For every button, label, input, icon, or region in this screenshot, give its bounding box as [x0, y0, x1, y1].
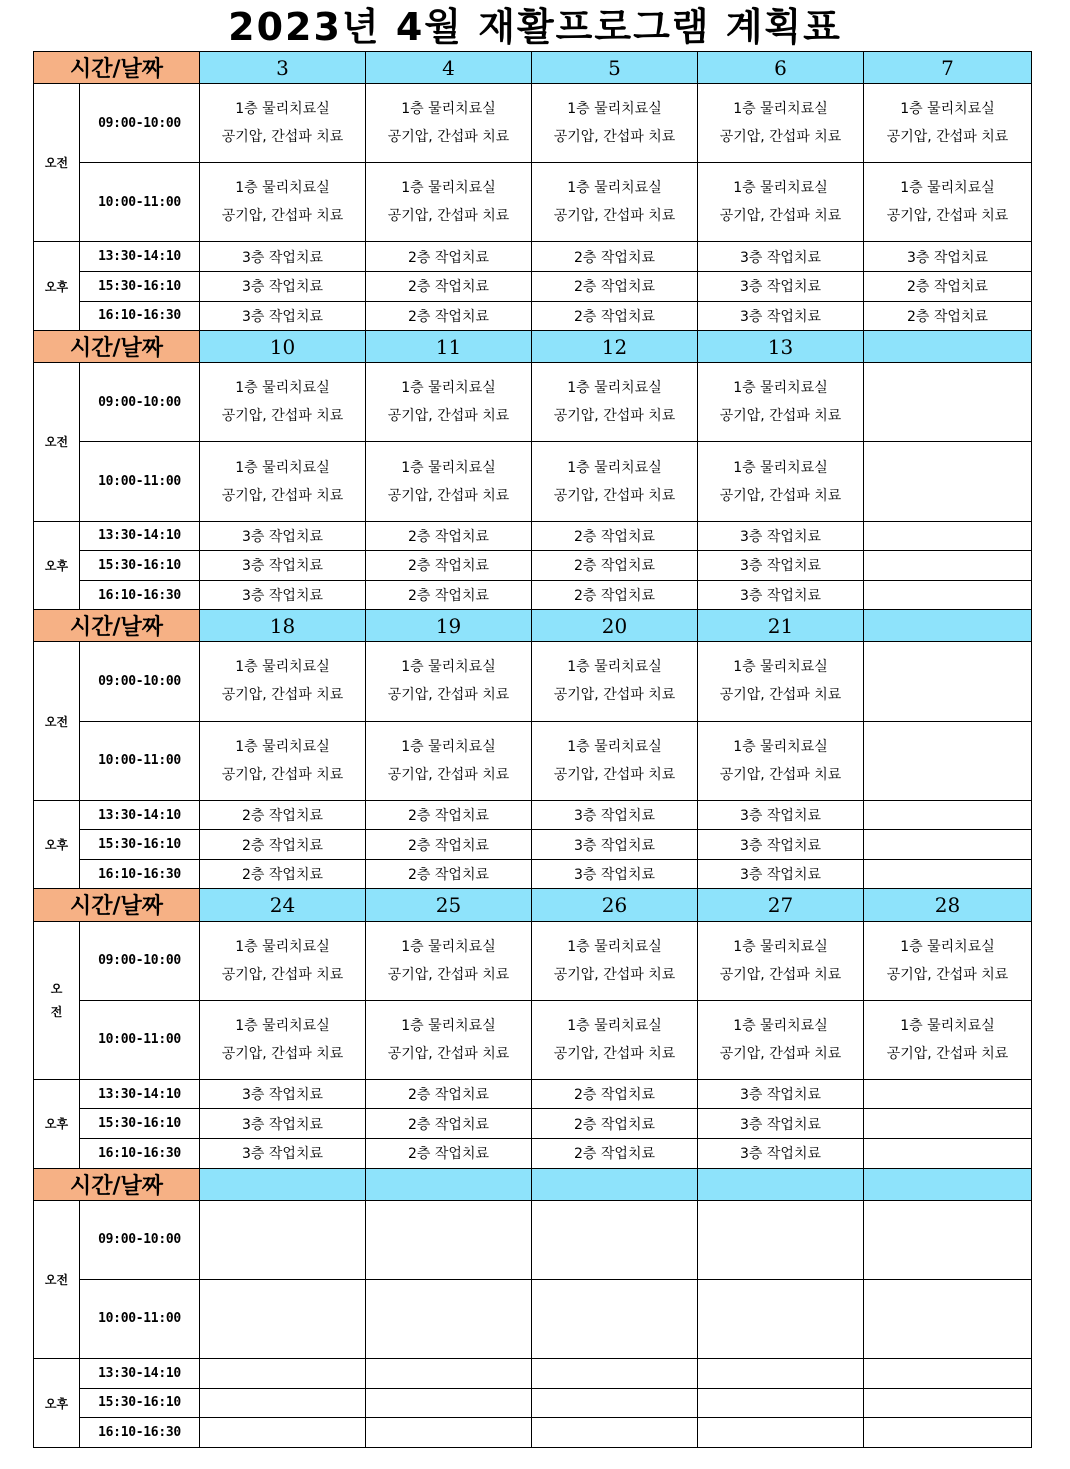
cell-location: 1층 물리치료실 — [733, 459, 828, 476]
schedule-cell: 2층 작업치료 — [366, 800, 532, 830]
schedule-cell: 3층 작업치료 — [200, 521, 366, 551]
cell-treatment: 공기압, 간섭파 치료 — [719, 1045, 842, 1062]
schedule-cell — [864, 921, 1032, 1000]
date-header: 21 — [698, 610, 864, 642]
time-slot: 16:10-16:30 — [80, 301, 200, 331]
am-slot-row — [34, 442, 1032, 521]
schedule-cell — [864, 830, 1032, 860]
cell-treatment: 공기압, 간섭파 치료 — [553, 966, 676, 983]
am-slot-row — [34, 642, 1032, 721]
schedule-cell — [366, 1388, 532, 1418]
date-header: 28 — [864, 889, 1032, 921]
schedule-cell: 2층 작업치료 — [366, 242, 532, 272]
cell-location: 1층 물리치료실 — [401, 101, 496, 118]
schedule-cell — [864, 1359, 1032, 1389]
time-slot: 09:00-10:00 — [80, 1200, 200, 1279]
cell-location: 1층 물리치료실 — [235, 659, 330, 676]
schedule-cell: 3층 작업치료 — [698, 800, 864, 830]
schedule-cell: 2층 작업치료 — [532, 551, 698, 581]
schedule-cell: 2층 작업치료 — [366, 1109, 532, 1139]
schedule-cell — [366, 642, 532, 721]
am-slot-row — [34, 1279, 1032, 1358]
schedule-cell — [532, 721, 698, 800]
schedule-cell — [698, 721, 864, 800]
pm-slot-row — [34, 1388, 1032, 1418]
pm-slot-row — [34, 521, 1032, 551]
cell-treatment: 공기압, 간섭파 치료 — [719, 966, 842, 983]
schedule-cell — [698, 442, 864, 521]
cell-treatment: 공기압, 간섭파 치료 — [719, 408, 842, 425]
time-slot: 13:30-14:10 — [80, 242, 200, 272]
schedule-cell — [532, 1200, 698, 1279]
cell-treatment: 공기압, 간섭파 치료 — [221, 208, 344, 225]
pm-slot-row — [34, 1359, 1032, 1389]
cell-location: 1층 물리치료실 — [733, 180, 828, 197]
schedule-cell — [864, 580, 1032, 610]
date-header: 26 — [532, 889, 698, 921]
cell-treatment: 공기압, 간섭파 치료 — [221, 129, 344, 146]
schedule-cell: 3층 작업치료 — [698, 1109, 864, 1139]
schedule-cell — [366, 442, 532, 521]
time-slot: 15:30-16:10 — [80, 551, 200, 581]
schedule-cell: 3층 작업치료 — [200, 551, 366, 581]
date-header: 6 — [698, 52, 864, 84]
time-slot: 10:00-11:00 — [80, 442, 200, 521]
schedule-cell — [864, 800, 1032, 830]
cell-location: 1층 물리치료실 — [235, 180, 330, 197]
schedule-cell — [200, 1418, 366, 1448]
schedule-cell: 3층 작업치료 — [200, 301, 366, 331]
time-date-label: 시간/날짜 — [34, 610, 200, 642]
period-am: 오전 — [34, 1200, 80, 1358]
schedule-cell: 3층 작업치료 — [698, 1079, 864, 1109]
schedule-cell — [200, 642, 366, 721]
schedule-cell — [366, 921, 532, 1000]
am-slot-row — [34, 921, 1032, 1000]
schedule-cell — [698, 1418, 864, 1448]
schedule-cell — [200, 1359, 366, 1389]
schedule-cell: 2층 작업치료 — [366, 830, 532, 860]
schedule-cell: 3층 작업치료 — [698, 301, 864, 331]
schedule-cell — [200, 921, 366, 1000]
am-slot-row — [34, 1000, 1032, 1079]
week-header-row — [34, 610, 1032, 642]
schedule-cell — [532, 84, 698, 163]
schedule-cell: 3층 작업치료 — [698, 551, 864, 581]
cell-location: 1층 물리치료실 — [733, 938, 828, 955]
cell-treatment: 공기압, 간섭파 치료 — [553, 1045, 676, 1062]
schedule-cell: 3층 작업치료 — [698, 1139, 864, 1169]
cell-location: 1층 물리치료실 — [567, 101, 662, 118]
schedule-cell: 2층 작업치료 — [532, 1109, 698, 1139]
time-slot: 15:30-16:10 — [80, 1109, 200, 1139]
schedule-cell — [532, 1279, 698, 1358]
cell-location: 1층 물리치료실 — [567, 180, 662, 197]
time-slot: 16:10-16:30 — [80, 1418, 200, 1448]
pm-slot-row — [34, 580, 1032, 610]
cell-treatment: 공기압, 간섭파 치료 — [886, 1045, 1009, 1062]
schedule-cell — [366, 1000, 532, 1079]
schedule-cell — [366, 1418, 532, 1448]
schedule-cell: 2층 작업치료 — [366, 1079, 532, 1109]
cell-treatment: 공기압, 간섭파 치료 — [387, 1045, 510, 1062]
time-date-label: 시간/날짜 — [34, 1168, 200, 1200]
schedule-cell: 2층 작업치료 — [532, 580, 698, 610]
schedule-cell: 2층 작업치료 — [366, 859, 532, 889]
schedule-cell — [698, 1279, 864, 1358]
period-pm: 오후 — [34, 521, 80, 610]
period-pm: 오후 — [34, 1079, 80, 1168]
am-slot-row — [34, 163, 1032, 242]
schedule-cell — [864, 642, 1032, 721]
pm-slot-row — [34, 830, 1032, 860]
cell-treatment: 공기압, 간섭파 치료 — [719, 766, 842, 783]
cell-treatment: 공기압, 간섭파 치료 — [387, 408, 510, 425]
time-slot: 10:00-11:00 — [80, 1000, 200, 1079]
schedule-cell — [864, 163, 1032, 242]
cell-location: 1층 물리치료실 — [900, 1017, 995, 1034]
schedule-cell — [532, 1418, 698, 1448]
schedule-cell — [532, 921, 698, 1000]
cell-location: 1층 물리치료실 — [567, 1017, 662, 1034]
time-slot: 16:10-16:30 — [80, 1139, 200, 1169]
cell-location: 1층 물리치료실 — [235, 380, 330, 397]
week-header-row — [34, 889, 1032, 921]
am-slot-row — [34, 363, 1032, 442]
date-header — [864, 1168, 1032, 1200]
cell-location: 1층 물리치료실 — [401, 738, 496, 755]
schedule-cell: 3층 작업치료 — [200, 242, 366, 272]
pm-slot-row — [34, 1079, 1032, 1109]
schedule-cell: 2층 작업치료 — [200, 830, 366, 860]
schedule-cell — [532, 163, 698, 242]
date-header: 25 — [366, 889, 532, 921]
schedule-cell — [864, 1279, 1032, 1358]
schedule-cell — [532, 1000, 698, 1079]
cell-location: 1층 물리치료실 — [401, 459, 496, 476]
schedule-cell — [532, 363, 698, 442]
pm-slot-row — [34, 1139, 1032, 1169]
time-date-label: 시간/날짜 — [34, 889, 200, 921]
time-slot: 09:00-10:00 — [80, 921, 200, 1000]
schedule-cell — [532, 642, 698, 721]
am-slot-row — [34, 1200, 1032, 1279]
schedule-cell — [864, 1139, 1032, 1169]
date-header — [864, 610, 1032, 642]
schedule-cell — [698, 1388, 864, 1418]
cell-location: 1층 물리치료실 — [733, 659, 828, 676]
schedule-cell — [200, 721, 366, 800]
time-slot: 16:10-16:30 — [80, 859, 200, 889]
time-slot: 15:30-16:10 — [80, 272, 200, 302]
schedule-cell: 3층 작업치료 — [532, 830, 698, 860]
date-header: 11 — [366, 331, 532, 363]
cell-location: 1층 물리치료실 — [733, 1017, 828, 1034]
date-header: 13 — [698, 331, 864, 363]
schedule-cell: 3층 작업치료 — [698, 242, 864, 272]
time-slot: 13:30-14:10 — [80, 1079, 200, 1109]
cell-treatment: 공기압, 간섭파 치료 — [553, 687, 676, 704]
date-header: 19 — [366, 610, 532, 642]
cell-treatment: 공기압, 간섭파 치료 — [719, 487, 842, 504]
date-header: 4 — [366, 52, 532, 84]
date-header: 12 — [532, 331, 698, 363]
cell-location: 1층 물리치료실 — [733, 738, 828, 755]
schedule-cell — [200, 363, 366, 442]
date-header: 20 — [532, 610, 698, 642]
cell-location: 1층 물리치료실 — [401, 180, 496, 197]
schedule-cell — [864, 1418, 1032, 1448]
cell-treatment: 공기압, 간섭파 치료 — [553, 129, 676, 146]
time-slot: 10:00-11:00 — [80, 721, 200, 800]
schedule-cell — [864, 363, 1032, 442]
cell-treatment: 공기압, 간섭파 치료 — [719, 208, 842, 225]
schedule-cell — [864, 521, 1032, 551]
period-am: 오전 — [34, 84, 80, 242]
pm-slot-row — [34, 1418, 1032, 1448]
cell-treatment: 공기압, 간섭파 치료 — [553, 408, 676, 425]
cell-location: 1층 물리치료실 — [567, 459, 662, 476]
schedule-cell — [864, 1388, 1032, 1418]
cell-treatment: 공기압, 간섭파 치료 — [553, 208, 676, 225]
schedule-cell — [698, 642, 864, 721]
schedule-cell — [200, 84, 366, 163]
pm-slot-row — [34, 800, 1032, 830]
schedule-cell: 3층 작업치료 — [200, 1079, 366, 1109]
period-am-char: 전 — [50, 1005, 63, 1020]
cell-treatment: 공기압, 간섭파 치료 — [387, 766, 510, 783]
week-header-row — [34, 331, 1032, 363]
cell-location: 1층 물리치료실 — [401, 380, 496, 397]
schedule-cell: 2층 작업치료 — [532, 242, 698, 272]
schedule-cell — [366, 84, 532, 163]
schedule-cell: 2층 작업치료 — [864, 272, 1032, 302]
cell-location: 1층 물리치료실 — [567, 938, 662, 955]
cell-location: 1층 물리치료실 — [900, 101, 995, 118]
schedule-cell — [532, 442, 698, 521]
schedule-cell: 2층 작업치료 — [366, 272, 532, 302]
time-slot: 16:10-16:30 — [80, 580, 200, 610]
schedule-cell: 2층 작업치료 — [200, 800, 366, 830]
schedule-cell — [532, 1359, 698, 1389]
period-am — [34, 921, 80, 1079]
schedule-cell: 3층 작업치료 — [698, 521, 864, 551]
cell-treatment: 공기압, 간섭파 치료 — [719, 129, 842, 146]
schedule-cell: 3층 작업치료 — [532, 800, 698, 830]
date-header: 27 — [698, 889, 864, 921]
week-header-row — [34, 1168, 1032, 1200]
schedule-cell: 3층 작업치료 — [200, 1139, 366, 1169]
time-slot: 09:00-10:00 — [80, 363, 200, 442]
cell-location: 1층 물리치료실 — [401, 659, 496, 676]
date-header: 3 — [200, 52, 366, 84]
schedule-cell: 2층 작업치료 — [366, 301, 532, 331]
cell-treatment: 공기압, 간섭파 치료 — [886, 966, 1009, 983]
schedule-cell: 3층 작업치료 — [200, 1109, 366, 1139]
schedule-cell — [864, 1200, 1032, 1279]
cell-treatment: 공기압, 간섭파 치료 — [221, 487, 344, 504]
time-slot: 15:30-16:10 — [80, 1388, 200, 1418]
date-header: 7 — [864, 52, 1032, 84]
date-header: 18 — [200, 610, 366, 642]
date-header — [200, 1168, 366, 1200]
cell-treatment: 공기압, 간섭파 치료 — [221, 408, 344, 425]
pm-slot-row — [34, 301, 1032, 331]
schedule-cell — [698, 363, 864, 442]
schedule-body — [34, 52, 1032, 1448]
period-am: 오전 — [34, 363, 80, 521]
time-slot: 15:30-16:10 — [80, 830, 200, 860]
schedule-cell — [698, 163, 864, 242]
cell-treatment: 공기압, 간섭파 치료 — [886, 129, 1009, 146]
schedule-cell: 2층 작업치료 — [532, 301, 698, 331]
am-slot-row — [34, 721, 1032, 800]
schedule-cell — [366, 721, 532, 800]
period-am-char: 오 — [50, 982, 63, 997]
cell-treatment: 공기압, 간섭파 치료 — [387, 129, 510, 146]
schedule-cell — [864, 1079, 1032, 1109]
cell-treatment: 공기압, 간섭파 치료 — [387, 687, 510, 704]
date-header — [366, 1168, 532, 1200]
date-header: 24 — [200, 889, 366, 921]
pm-slot-row — [34, 242, 1032, 272]
cell-location: 1층 물리치료실 — [235, 1017, 330, 1034]
pm-slot-row — [34, 1109, 1032, 1139]
period-pm: 오후 — [34, 242, 80, 331]
cell-location: 1층 물리치료실 — [401, 938, 496, 955]
schedule-cell — [698, 1359, 864, 1389]
cell-location: 1층 물리치료실 — [235, 738, 330, 755]
cell-treatment: 공기압, 간섭파 치료 — [221, 966, 344, 983]
schedule-cell — [698, 1200, 864, 1279]
schedule-cell: 2층 작업치료 — [366, 551, 532, 581]
schedule-cell — [698, 84, 864, 163]
cell-location: 1층 물리치료실 — [235, 459, 330, 476]
cell-location: 1층 물리치료실 — [567, 659, 662, 676]
schedule-cell: 2층 작업치료 — [532, 521, 698, 551]
cell-treatment: 공기압, 간섭파 치료 — [387, 487, 510, 504]
date-header — [532, 1168, 698, 1200]
cell-location: 1층 물리치료실 — [567, 738, 662, 755]
schedule-cell — [200, 1200, 366, 1279]
date-header: 5 — [532, 52, 698, 84]
date-header — [864, 331, 1032, 363]
time-date-label: 시간/날짜 — [34, 331, 200, 363]
time-slot: 09:00-10:00 — [80, 84, 200, 163]
time-slot: 09:00-10:00 — [80, 642, 200, 721]
period-pm: 오후 — [34, 800, 80, 889]
schedule-cell: 2층 작업치료 — [366, 1139, 532, 1169]
schedule-cell — [366, 1200, 532, 1279]
schedule-cell — [200, 442, 366, 521]
cell-location: 1층 물리치료실 — [567, 380, 662, 397]
cell-location: 1층 물리치료실 — [235, 101, 330, 118]
schedule-cell: 2층 작업치료 — [532, 272, 698, 302]
time-slot: 10:00-11:00 — [80, 1279, 200, 1358]
schedule-cell — [864, 1000, 1032, 1079]
schedule-cell — [366, 363, 532, 442]
cell-location: 1층 물리치료실 — [900, 180, 995, 197]
schedule-cell — [200, 1388, 366, 1418]
cell-location: 1층 물리치료실 — [733, 101, 828, 118]
schedule-cell: 2층 작업치료 — [366, 521, 532, 551]
cell-treatment: 공기압, 간섭파 치료 — [886, 208, 1009, 225]
schedule-cell — [200, 163, 366, 242]
schedule-cell: 2층 작업치료 — [200, 859, 366, 889]
schedule-cell: 3층 작업치료 — [864, 242, 1032, 272]
cell-treatment: 공기압, 간섭파 치료 — [387, 208, 510, 225]
schedule-cell — [366, 1359, 532, 1389]
schedule-cell: 3층 작업치료 — [200, 580, 366, 610]
schedule-cell — [864, 721, 1032, 800]
cell-treatment: 공기압, 간섭파 치료 — [719, 687, 842, 704]
schedule-cell: 2층 작업치료 — [532, 1079, 698, 1109]
schedule-cell — [864, 859, 1032, 889]
schedule-cell: 3층 작업치료 — [698, 859, 864, 889]
time-slot: 10:00-11:00 — [80, 163, 200, 242]
schedule-cell: 3층 작업치료 — [200, 272, 366, 302]
cell-treatment: 공기압, 간섭파 치료 — [553, 766, 676, 783]
schedule-table — [33, 51, 1032, 1448]
date-header: 10 — [200, 331, 366, 363]
schedule-cell — [864, 442, 1032, 521]
time-date-label: 시간/날짜 — [34, 52, 200, 84]
schedule-cell — [864, 84, 1032, 163]
am-slot-row — [34, 84, 1032, 163]
pm-slot-row — [34, 551, 1032, 581]
schedule-cell — [200, 1279, 366, 1358]
cell-location: 1층 물리치료실 — [733, 380, 828, 397]
pm-slot-row — [34, 272, 1032, 302]
schedule-cell — [366, 163, 532, 242]
schedule-cell — [698, 1000, 864, 1079]
schedule-cell — [698, 921, 864, 1000]
time-slot: 13:30-14:10 — [80, 800, 200, 830]
cell-treatment: 공기압, 간섭파 치료 — [221, 766, 344, 783]
cell-location: 1층 물리치료실 — [235, 938, 330, 955]
date-header — [698, 1168, 864, 1200]
schedule-cell: 3층 작업치료 — [532, 859, 698, 889]
schedule-cell — [864, 1109, 1032, 1139]
cell-location: 1층 물리치료실 — [401, 1017, 496, 1034]
cell-treatment: 공기압, 간섭파 치료 — [221, 1045, 344, 1062]
time-slot: 13:30-14:10 — [80, 521, 200, 551]
time-slot: 13:30-14:10 — [80, 1359, 200, 1389]
schedule-cell: 2층 작업치료 — [532, 1139, 698, 1169]
schedule-cell — [200, 1000, 366, 1079]
schedule-cell: 3층 작업치료 — [698, 580, 864, 610]
period-am: 오전 — [34, 642, 80, 800]
schedule-cell — [532, 1388, 698, 1418]
schedule-cell: 2층 작업치료 — [366, 580, 532, 610]
page-title: 2023년 4월 재활프로그램 계획표 — [228, 5, 842, 49]
schedule-cell: 2층 작업치료 — [864, 301, 1032, 331]
period-pm: 오후 — [34, 1359, 80, 1448]
week-header-row — [34, 52, 1032, 84]
schedule-cell — [366, 1279, 532, 1358]
cell-treatment: 공기압, 간섭파 치료 — [387, 966, 510, 983]
schedule-cell: 3층 작업치료 — [698, 272, 864, 302]
cell-treatment: 공기압, 간섭파 치료 — [221, 687, 344, 704]
cell-treatment: 공기압, 간섭파 치료 — [553, 487, 676, 504]
cell-location: 1층 물리치료실 — [900, 938, 995, 955]
schedule-cell: 3층 작업치료 — [698, 830, 864, 860]
schedule-cell — [864, 551, 1032, 581]
pm-slot-row — [34, 859, 1032, 889]
